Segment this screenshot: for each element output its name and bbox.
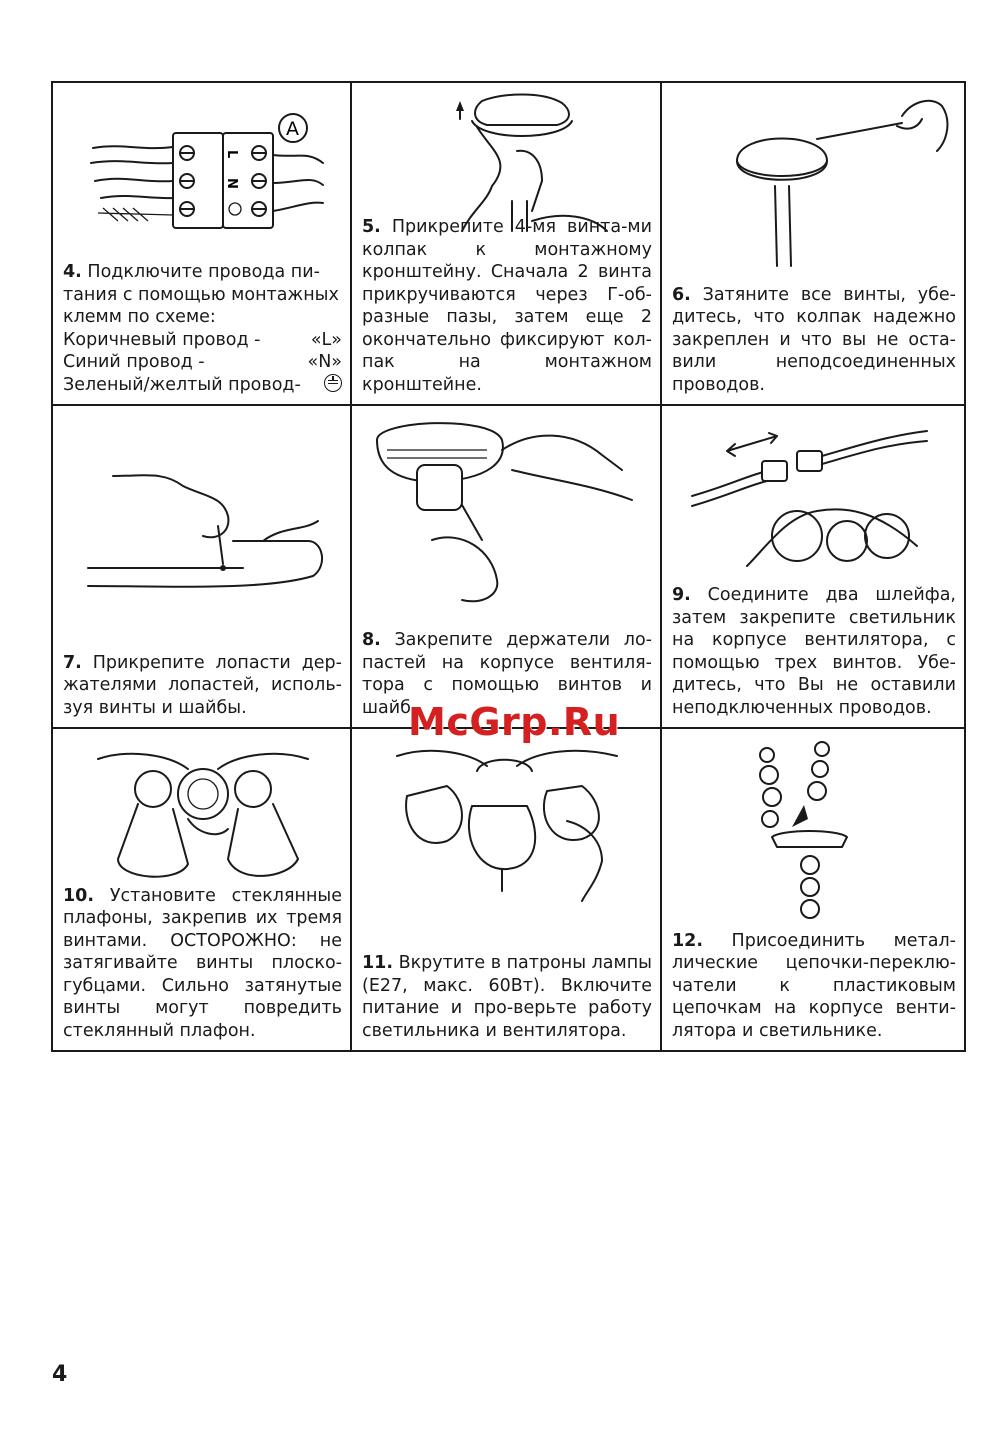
step-text: Прикрепите 4-мя винта-ми колпак к монтажному кронштейну. Сначала 2 винта прикручиваются через Г-об-разные пазы, затем еще 2 окончательно фиксируют кол-пак на монтажном кронштейне.: [362, 217, 652, 395]
step-11-caption: [362, 952, 652, 1042]
step-text-line: Подключите провода пи-: [87, 262, 320, 282]
blade-holder-illustration: [83, 446, 333, 596]
step-number: 8.: [362, 630, 381, 650]
step-9-cell: [662, 406, 964, 727]
step-9-caption: [672, 584, 956, 719]
step-8-cell: [352, 406, 660, 727]
wire-label: Коричневый провод -: [63, 329, 261, 350]
connector-plug-illustration: [687, 416, 947, 576]
blade-bracket-illustration: [372, 410, 642, 610]
step-6-cell: [662, 83, 964, 404]
step-number: 5.: [362, 217, 381, 237]
step-10-caption: [63, 885, 342, 1043]
wire-terminal: «N»: [307, 352, 342, 372]
diagram-label-a: A: [286, 118, 299, 140]
step-11-cell: [352, 729, 660, 1050]
step-text-line: тания с помощью монтажных: [63, 284, 339, 305]
watermark: McGrp.Ru: [408, 700, 621, 744]
wire-row: [63, 374, 342, 397]
step-6-caption: [672, 284, 956, 397]
step-number: 11.: [362, 953, 394, 973]
step-text: Вкрутите в патроны лампы (E27, макс. 60Вт). Включите питание и про-верьте работу светильника и вентилятора.: [362, 953, 652, 1041]
glass-shade-illustration: [88, 739, 318, 889]
terminal-label-l: L: [224, 150, 239, 159]
terminal-block-diagram: [83, 103, 323, 233]
step-5-cell: [352, 83, 660, 404]
ground-symbol-icon: [324, 374, 342, 392]
step-number: 4.: [63, 262, 82, 282]
step-number: 6.: [672, 284, 691, 305]
step-text: Присоединить метал-лические цепочки-переклю-чатели к пластиковым цепочкам на корпусе венти-лятора и светильнике.: [672, 930, 956, 1041]
step-number: 9.: [672, 585, 691, 605]
wire-terminal: «L»: [310, 329, 342, 350]
step-number: 7.: [63, 652, 82, 673]
pull-chain-illustration: [742, 737, 882, 927]
step-text: Закрепите держатели ло-пастей на корпусе вентиля-тора с помощью винтов и шайб.: [362, 630, 652, 718]
step-12-caption: [672, 930, 956, 1043]
instruction-grid: [51, 81, 966, 1052]
page-number: 4: [52, 1362, 68, 1387]
step-7-cell: [53, 406, 350, 727]
step-number: 10.: [63, 885, 95, 906]
lamp-bulb-illustration: [387, 741, 627, 901]
terminal-label-n: N: [224, 178, 239, 189]
step-5-caption: [362, 216, 652, 396]
wire-row: [63, 329, 342, 352]
step-text: Соедините два шлейфа, затем закрепите светильник на корпусе вентилятора, с помощью трех винтов. Убе-дитесь, что Вы не оставили неподключенных проводов.: [672, 585, 956, 718]
step-text-line: клемм по схеме:: [63, 307, 216, 327]
step-4-cell: [53, 83, 350, 404]
step-12-cell: [662, 729, 964, 1050]
step-text: Затяните все винты, убе-дитесь, что колпак надежно закреплен и что вы не оста-вили неподсоединенных проводов.: [672, 284, 956, 395]
step-4-caption: [63, 261, 342, 396]
wire-label: Синий провод -: [63, 352, 205, 372]
wire-row: [63, 351, 342, 374]
step-number: 12.: [672, 930, 704, 951]
step-7-caption: [63, 652, 342, 720]
step-10-cell: [53, 729, 350, 1050]
step-text: Прикрепите лопасти дер-жателями лопастей, исполь-зуя винты и шайбы.: [63, 652, 342, 718]
tighten-screws-illustration: [717, 91, 947, 271]
wire-label: Зеленый/желтый провод-: [63, 374, 301, 395]
step-text: Установите стеклянные плафоны, закрепив их тремя винтами. ОСТОРОЖНО: не затягивайте винты плоско-губцами. Сильно затянутые винты могут повредить стеклянный плафон.: [63, 885, 342, 1041]
